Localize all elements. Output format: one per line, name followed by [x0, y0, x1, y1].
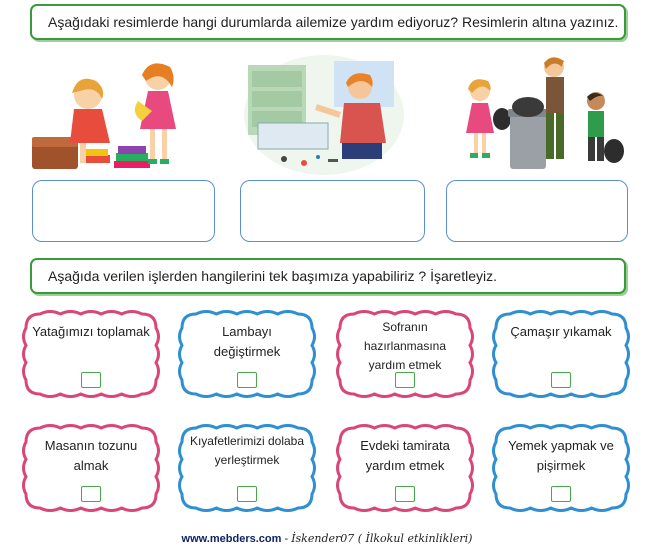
task-checkbox[interactable] [395, 486, 415, 502]
task-checkbox[interactable] [237, 372, 257, 388]
task-checkbox[interactable] [81, 486, 101, 502]
girls-folding-clothes-illustration [30, 55, 200, 175]
task-label: Kıyafetlerimizi dolaba yerleştirmek [189, 434, 305, 467]
task-card-make-bed [20, 308, 162, 400]
task-label: Çamaşır yıkamak [510, 324, 612, 339]
man-fixing-drawer-illustration [244, 55, 404, 175]
instruction-text-1: Aşağıdaki resimlerde hangi durumlarda ailemize yardım ediyoruz? Resimlerin altına yazınız. [48, 14, 619, 30]
task-checkbox[interactable] [551, 372, 571, 388]
task-checkbox[interactable] [81, 372, 101, 388]
answer-box-2[interactable] [240, 180, 425, 242]
footer-author: İskender07 ( İlkokul etkinlikleri) [291, 532, 473, 545]
footer-separator: - [284, 533, 289, 545]
task-card-wash-laundry [490, 308, 632, 400]
task-label: Yemek yapmak ve pişirmek [508, 438, 614, 473]
footer [0, 532, 654, 545]
task-label: Masanın tozunu almak [44, 438, 138, 473]
task-card-set-table [334, 308, 476, 400]
task-card-dust-table [20, 422, 162, 514]
instruction-banner-2 [30, 258, 626, 294]
answer-box-3[interactable] [446, 180, 628, 242]
task-checkbox[interactable] [237, 486, 257, 502]
task-label: Sofranın hazırlanmasına yardım etmek [363, 320, 447, 372]
task-card-put-clothes [176, 422, 318, 514]
answer-box-1[interactable] [32, 180, 215, 242]
task-card-cook-food [490, 422, 632, 514]
task-label: Yatağımızı toplamak [32, 324, 150, 339]
task-label: Lambayı değiştirmek [213, 324, 281, 359]
task-card-help-repair [334, 422, 476, 514]
instruction-text-2: Aşağıda verilen işlerden hangilerini tek başımıza yapabiliriz ? İşaretleyiz. [48, 268, 497, 284]
footer-site: www.mebders.com [181, 533, 282, 545]
task-checkbox[interactable] [551, 486, 571, 502]
family-taking-out-trash-illustration [462, 55, 632, 175]
instruction-banner-1 [30, 4, 626, 40]
task-checkbox[interactable] [395, 372, 415, 388]
task-card-change-lamp [176, 308, 318, 400]
task-label: Evdeki tamirata yardım etmek [360, 438, 450, 473]
